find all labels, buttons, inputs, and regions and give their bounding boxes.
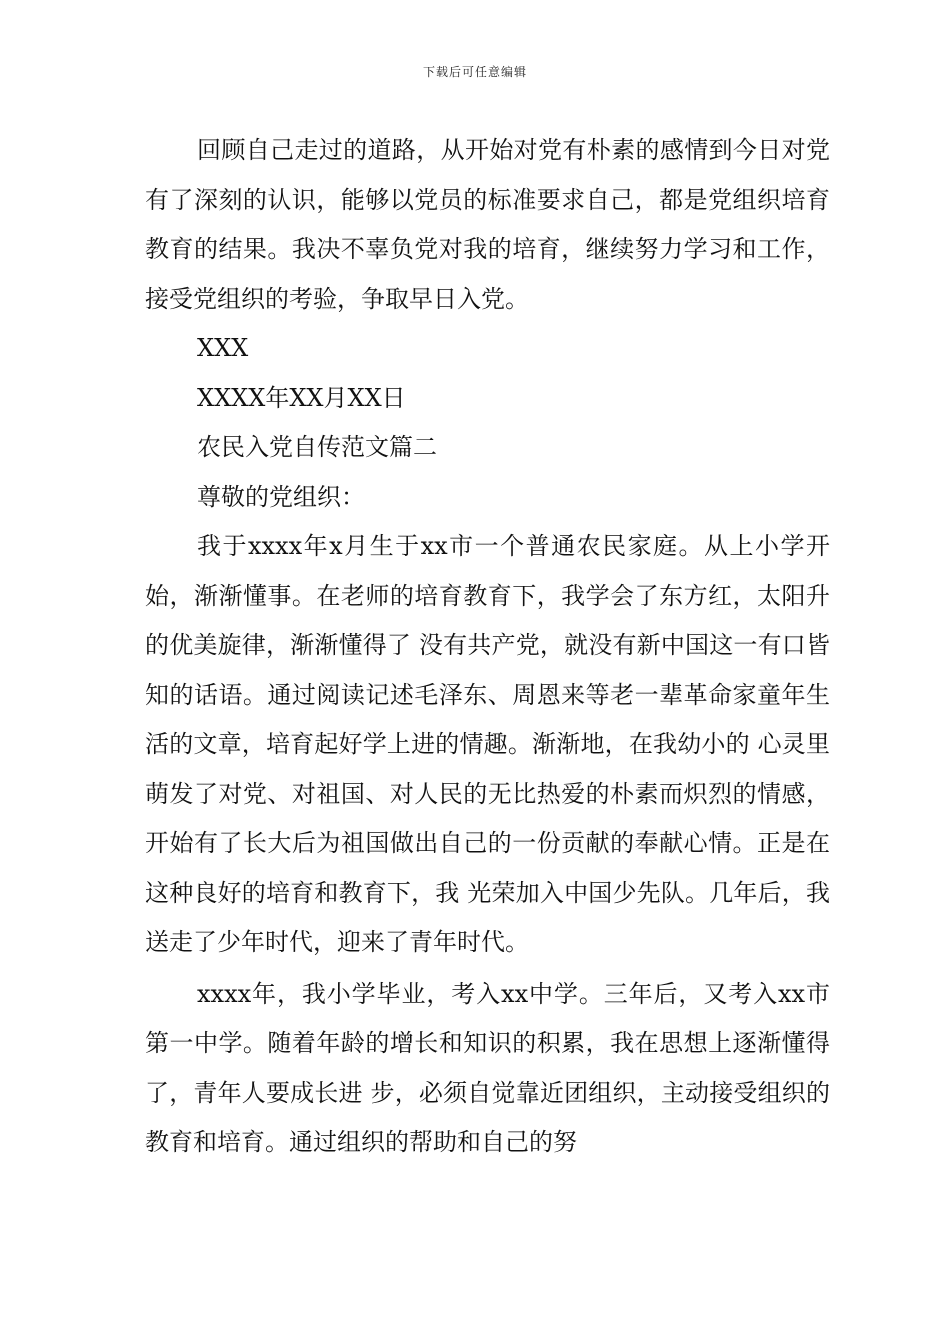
paragraph-school: xxxx年，我小学毕业，考入xx中学。三年后，又考入xx市第一中学。随着年龄的增长和知识的积累，我在思想上逐渐懂得了，青年人要成长进 步，必须自觉靠近团组织，主动接受组织的教育和培育。通过组织的帮助和自己的努	[145, 979, 830, 1156]
paragraph-childhood: 我于xxxx年x月生于xx市一个普通农民家庭。从上小学开始，渐渐懂事。在老师的培育教育下，我学会了东方红，太阳升的优美旋律，渐渐懂得了 没有共产党，就没有新中国这一有口皆知的话语。通过阅读记述毛泽东、周恩来等老一辈革命家童年生活的文章，培育起好学上进的情趣。渐渐地，在我幼小的 心灵里萌发了对党、对祖国、对人民的无比热爱的朴素而炽烈的情感，开始有了长大后为祖国做出自己的一份贡献的奉献心情。正是在这种良好的培育和教育下，我 光荣加入中国少先队。几年后，我送走了少年时代，迎来了青年时代。	[145, 532, 830, 956]
salutation: 尊敬的党组织：	[197, 482, 365, 511]
signature: XXX	[197, 334, 249, 362]
section-title: 农民入党自传范文篇二	[197, 433, 437, 461]
paragraph-review: 回顾自己走过的道路，从开始对党有朴素的感情到今日对党有了深刻的认识，能够以党员的标准要求自己，都是党组织培育教育的结果。我决不辜负党对我的培育，继续努力学习和工作，接受党组织的考验，争取早日入党。	[145, 136, 830, 313]
document-body	[145, 126, 830, 1168]
page-header-note: 下载后可任意编辑	[422, 65, 527, 79]
date-line: XXXX年XX月XX日	[197, 383, 406, 412]
